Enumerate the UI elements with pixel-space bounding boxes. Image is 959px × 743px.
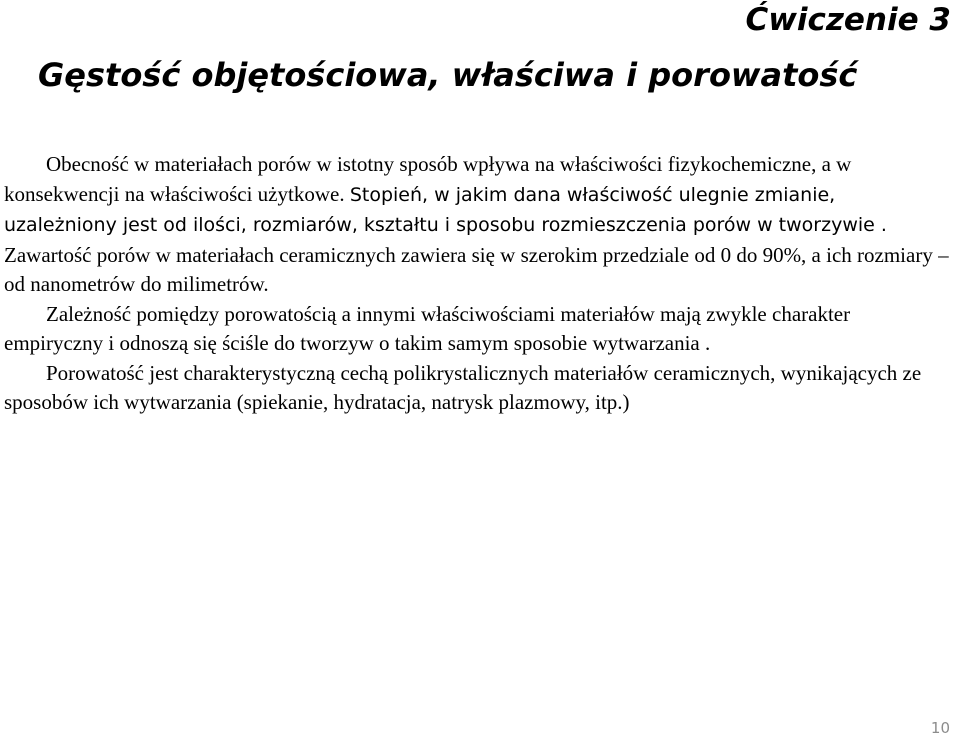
slide-heading: Gęstość objętościowa, właściwa i porowatość [38, 56, 858, 94]
paragraph-run: Stopień, w jakim dana właściwość ulegnie zmianie, uzależniony jest od ilości, rozmiarów, kształtu i sposobu rozmieszczenia porów w tworzywie . [4, 183, 887, 236]
paragraph-run: Zawartość porów w materiałach ceramicznych zawiera się w szerokim przedziale od 0 do 90%, a ich rozmiary – od nanometrów do milimetrów. [4, 242, 949, 296]
slide-body [4, 150, 954, 418]
paragraph-porosity-characteristic: Porowatość jest charakterystyczną cechą polikrystalicznych materiałów ceramicznych, wynikających ze sposobów ich wytwarzania (spiekanie, hydratacja, natrysk plazmowy, itp.) [4, 360, 922, 414]
paragraph-pores-influence [4, 150, 954, 300]
exercise-title: Ćwiczenie 3 [745, 2, 951, 38]
page-number: 10 [930, 719, 950, 737]
paragraph-run: Obecność w materiałach porów w istotny sposób wpływa na właściwości fizykochemiczne, a w konsekwencji na właściwości użytkowe. [4, 152, 852, 206]
paragraph-empirical-relations: Zależność pomiędzy porowatością a innymi właściwościami materiałów mają zwykle charakter empiryczny i odnoszą się ściśle do tworzyw o takim samym sposobie wytwarzania . [4, 301, 851, 355]
